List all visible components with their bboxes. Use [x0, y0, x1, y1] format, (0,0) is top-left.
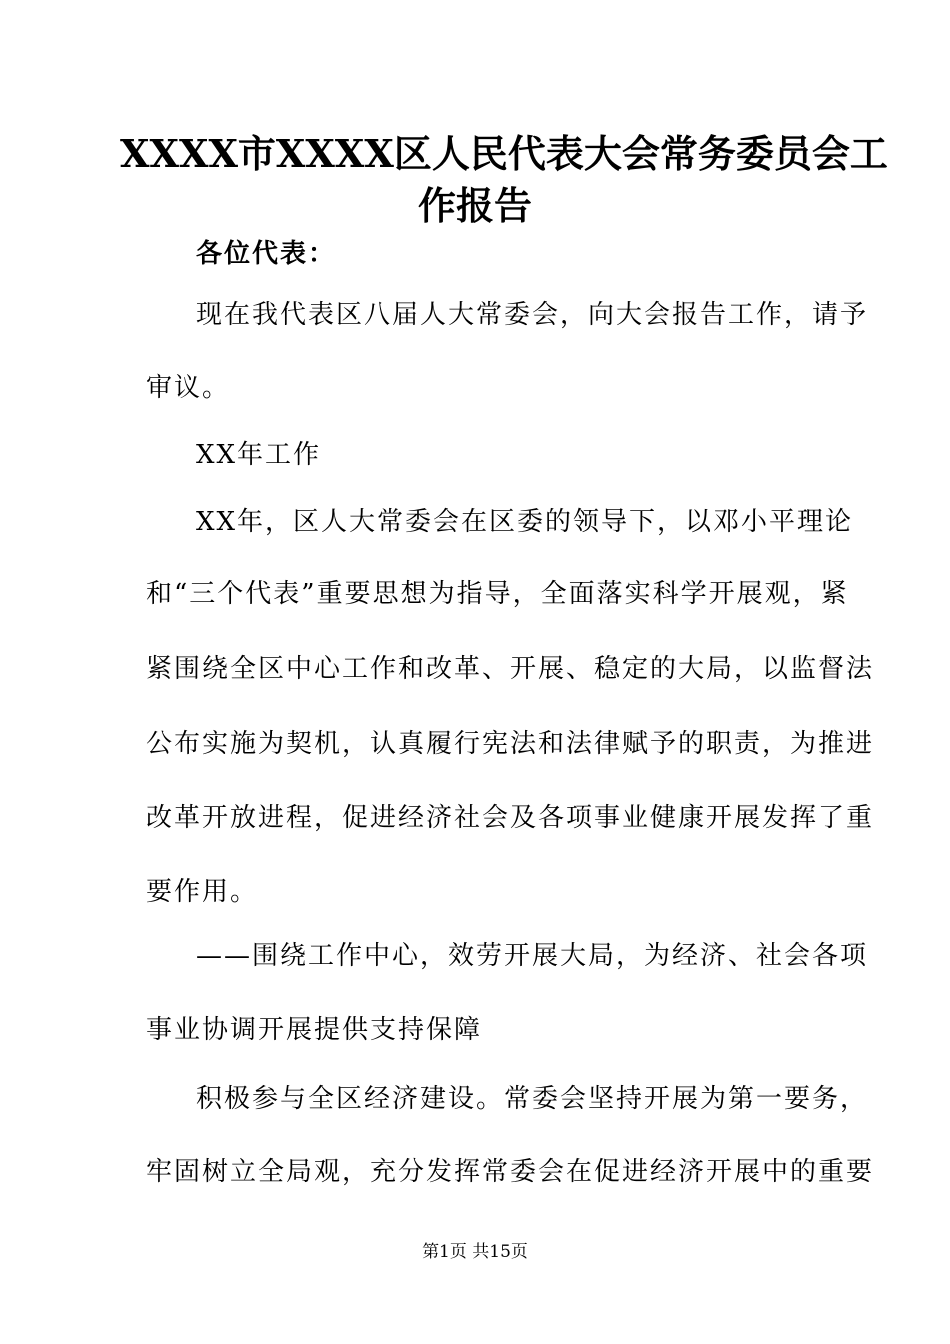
document-title-line-2: 作报告	[417, 183, 532, 228]
page-number-footer: 第1页 共15页	[422, 1242, 528, 1262]
paragraph-line: 事业协调开展提供支持保障	[146, 1015, 483, 1045]
paragraph-line: XX年，区人大常委会在区委的领导下，以邓小平理论	[196, 507, 854, 537]
paragraph-line: 牢固树立全局观，充分发挥常委会在促进经济开展中的重要	[146, 1157, 875, 1187]
paragraph-line: 公布实施为契机，认真履行宪法和法律赋予的职责，为推进	[146, 729, 875, 759]
paragraph-line: 积极参与全区经济建设。常委会坚持开展为第一要务，	[196, 1084, 869, 1114]
document-title-line-1: XXXX市XXXX区人民代表大会常务委员会工	[120, 131, 888, 176]
paragraph-line: 审议。	[146, 373, 231, 403]
paragraph-line: 和“三个代表”重要思想为指导，全面落实科学开展观，紧	[146, 579, 849, 609]
paragraph-line: 要作用。	[146, 877, 259, 907]
paragraph-line: ——围绕工作中心，效劳开展大局，为经济、社会各项	[196, 941, 869, 971]
paragraph-line: 改革开放进程，促进经济社会及各项事业健康开展发挥了重	[146, 803, 875, 833]
salutation: 各位代表：	[196, 239, 337, 269]
paragraph-line: 紧围绕全区中心工作和改革、开展、稳定的大局，以监督法	[146, 654, 875, 684]
paragraph-line: 现在我代表区八届人大常委会，向大会报告工作，请予	[196, 300, 869, 330]
section-heading: XX年工作	[196, 440, 322, 470]
